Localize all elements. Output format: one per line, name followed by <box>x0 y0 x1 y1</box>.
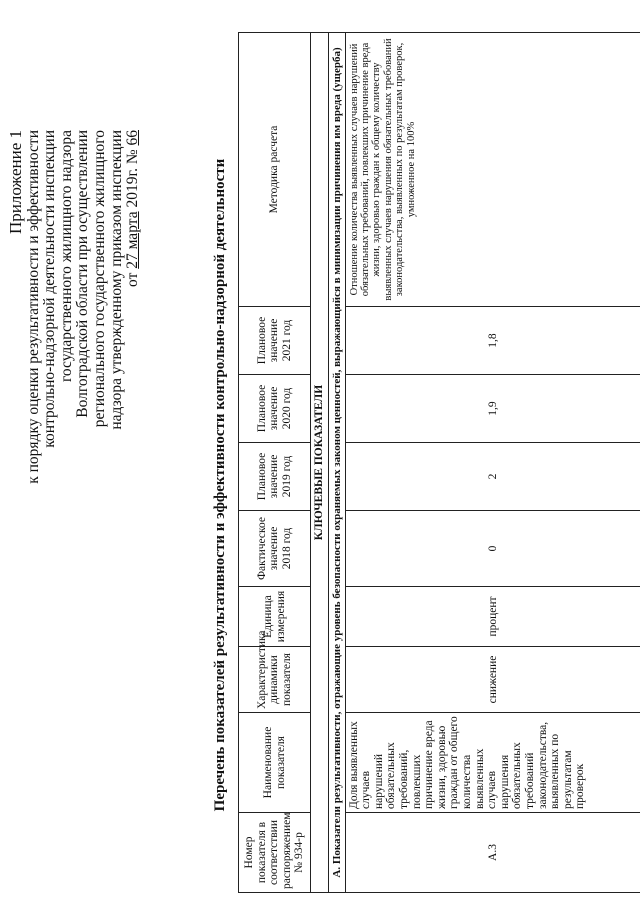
plan-2021-value: 1,8 <box>345 307 640 375</box>
table-row <box>345 33 640 893</box>
date-prefix: от <box>124 272 142 287</box>
header-line: регионального государственного жилищного <box>90 130 108 428</box>
section-title: КЛЮЧЕВЫЕ ПОКАЗАТЕЛИ <box>311 33 329 893</box>
order-date: 27 марта <box>124 211 142 269</box>
column-header: Характеристика динамики показателя <box>239 647 311 713</box>
column-header: Единица измерения <box>239 587 311 647</box>
header-line: Приложение 1 <box>6 130 25 234</box>
indicator-name: Доля выявленных случаев нарушений обязательных требований, повлекших причинение вреда жизни, здоровью граждан от общего количества выявленных случаев нарушения обязательных требований законодательства, выявленных по результатам проверок <box>345 713 640 813</box>
table-header-row <box>239 33 311 893</box>
header-block <box>8 130 142 610</box>
header-line: надзора утвержденному приказом инспекции <box>107 130 125 430</box>
order-date-line <box>125 130 142 610</box>
column-header: Фактическое значение 2018 год <box>239 511 311 587</box>
header-line: Волгоградской области при осуществлении <box>74 130 92 418</box>
document-title: Перечень показателей результативности и эффективности контрольно-надзорной деятельности <box>212 158 228 812</box>
indicator-dynamics: снижение <box>345 647 640 713</box>
column-header: Плановое значение 2020 год <box>239 375 311 443</box>
subsection-row <box>328 33 345 893</box>
header-line: государственного жилищного надзора <box>57 130 75 383</box>
header-line: к порядку оценки результативности и эффективности <box>24 130 42 484</box>
subsection-title: А. Показатели результативности, отражающие уровень безопасности охраняемых законом ценностей, выражающийся в минимизации причинения им вреда (ущерба) <box>328 33 345 893</box>
column-header: Наименование показателя <box>239 713 311 813</box>
column-header: Методика расчета <box>239 33 311 307</box>
date-middle: 2019г. № <box>124 149 142 208</box>
calculation-method: Отношение количества выявленных случаев нарушений обязательных требований, повлекших причинение вреда жизни, здоровью граждан к общему количеству выявленных случаев нарушения обязательных требований законодательства, выявленных по результатам проверок, умноженное на 100% <box>345 33 640 307</box>
column-header: Плановое значение 2019 год <box>239 443 311 511</box>
order-number: 66 <box>124 130 142 146</box>
section-row <box>311 33 329 893</box>
fact-2018-value: 0 <box>345 511 640 587</box>
header-line: контрольно-надзорной деятельности инспекции <box>41 130 59 448</box>
column-header: Номер показателя в соответствии распоряжением № 934-р <box>239 813 311 893</box>
indicator-number: А.3 <box>345 813 640 893</box>
plan-2019-value: 2 <box>345 443 640 511</box>
plan-2020-value: 1,9 <box>345 375 640 443</box>
indicator-unit: процент <box>345 587 640 647</box>
column-header: Плановое значение 2021 год <box>239 307 311 375</box>
indicators-table <box>238 32 640 893</box>
